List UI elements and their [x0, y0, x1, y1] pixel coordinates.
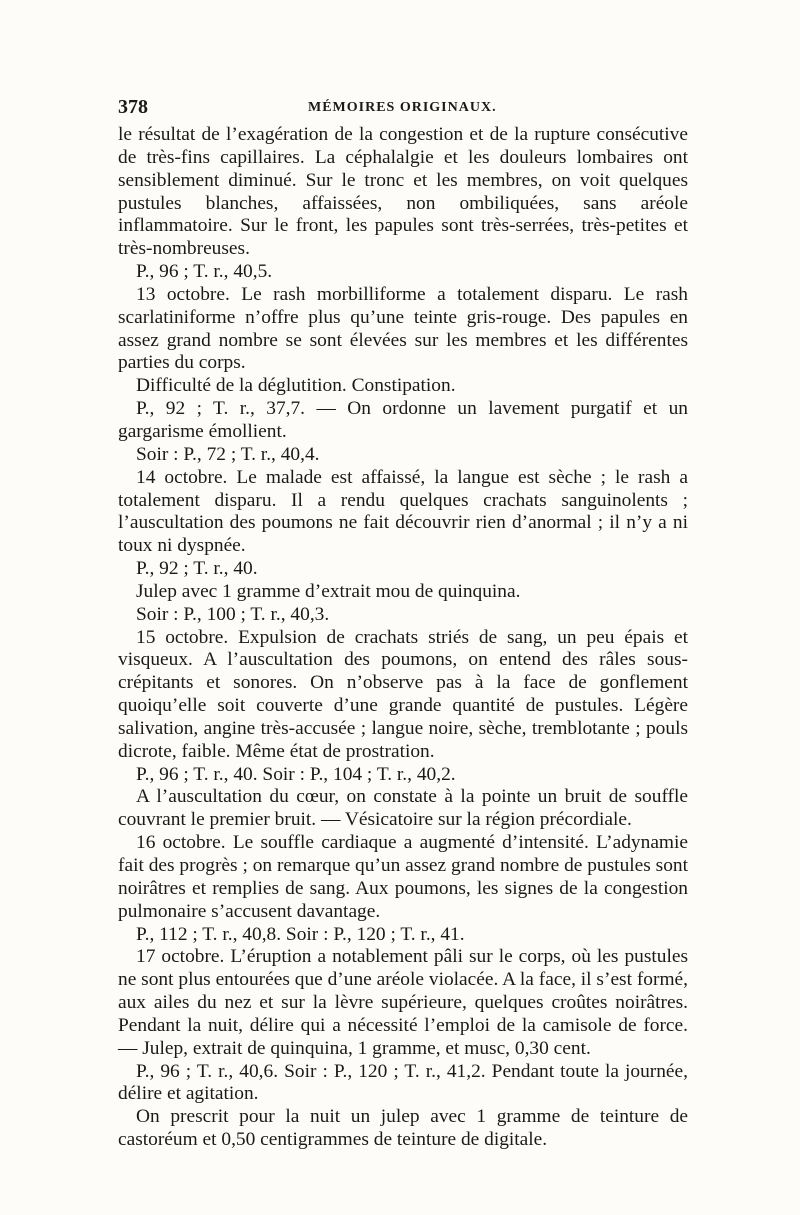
paragraph: P., 92 ; T. r., 40.: [136, 558, 258, 580]
paragraph: A l’auscultation du cœur, on constate à la pointe un bruit de souffle couvrant le premier bruit. — Vésicatoire sur la région précordiale.: [118, 786, 688, 831]
paragraph: le résultat de l’exagération de la congestion et de la rupture consécutive de très-fins capillaires. La céphalalgie et les douleurs lombaires ont sensiblement diminué. Sur le tronc et les membres, on voit quelques pustules blanches, affaissées, non ombiliquées, sans aréole inflammatoire. Sur le front, les papules sont très-serrées, très-petites et très-nombreuses.: [118, 124, 688, 260]
document-page: [118, 96, 688, 1152]
page-number: 378: [118, 96, 148, 118]
running-head: MÉMOIRES ORIGINAUX.: [308, 100, 497, 115]
body-text: [118, 124, 688, 1152]
paragraph: P., 92 ; T. r., 37,7. — On ordonne un lavement purgatif et un gargarisme émollient.: [118, 398, 688, 442]
paragraph: 15 octobre. Expulsion de crachats striés de sang, un peu épais et visqueux. A l’auscultation des poumons, on entend des râles sous-crépitants et sonores. On n’observe pas à la face de gonflement quoiqu’elle soit couverte d’une grande quantité de pustules. Légère salivation, angine très-accusée ; langue noire, sèche, tremblotante ; pouls dicrote, faible. Même état de prostration.: [118, 626, 688, 762]
paragraph: P., 96 ; T. r., 40,5.: [136, 261, 273, 283]
paragraph: Soir : P., 100 ; T. r., 40,3.: [136, 603, 330, 625]
paragraph: On prescrit pour la nuit un julep avec 1 gramme de teinture de castoréum et 0,50 centigrammes de teinture de digitale.: [118, 1106, 688, 1151]
page-header: [118, 96, 688, 122]
paragraph: Soir : P., 72 ; T. r., 40,4.: [136, 443, 320, 465]
paragraph: P., 112 ; T. r., 40,8. Soir : P., 120 ; T. r., 41.: [136, 923, 465, 945]
paragraph: P., 96 ; T. r., 40,6. Soir : P., 120 ; T. r., 41,2. Pendant toute la journée, délire et agitation.: [118, 1060, 688, 1105]
paragraph: 16 octobre. Le souffle cardiaque a augmenté d’intensité. L’adynamie fait des progrès ; on remarque qu’un assez grand nombre de pustules sont noirâtres et remplies de sang. Aux poumons, les signes de la congestion pulmonaire s’accusent davantage.: [118, 832, 688, 922]
paragraph: 13 octobre. Le rash morbilliforme a totalement disparu. Le rash scarlatiniforme n’offre plus qu’une teinte gris-rouge. Des papules en assez grand nombre se sont élevées sur les membres et les différentes parties du corps.: [118, 283, 688, 374]
paragraph: Julep avec 1 gramme d’extrait mou de quinquina.: [136, 580, 521, 602]
paragraph: Difficulté de la déglutition. Constipation.: [136, 375, 456, 397]
paragraph: 14 octobre. Le malade est affaissé, la langue est sèche ; le rash a totalement disparu. Il a rendu quelques crachats sanguinolents ; l’auscultation des poumons ne fait découvrir rien d’anormal ; il n’y a ni toux ni dyspnée.: [118, 466, 688, 557]
paragraph: 17 octobre. L’éruption a notablement pâli sur le corps, où les pustules ne sont plus entourées que d’une aréole violacée. A la face, il s’est formé, aux ailes du nez et sur la lèvre supérieure, quelques croûtes noirâtres. Pendant la nuit, délire qui a nécessité l’emploi de la camisole de force. — Julep, extrait de quinquina, 1 gramme, et musc, 0,30 cent.: [118, 946, 688, 1059]
paragraph: P., 96 ; T. r., 40. Soir : P., 104 ; T. r., 40,2.: [136, 763, 456, 785]
